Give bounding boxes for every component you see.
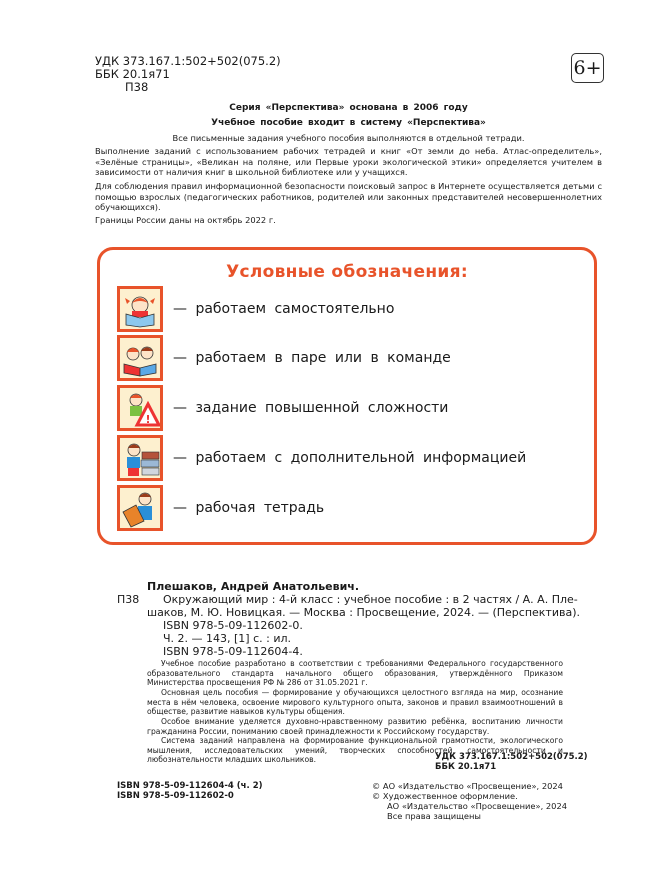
legend-item-label: — рабочая тетрадь <box>173 500 325 516</box>
copyright-publisher: © АО «Издательство «Просвещение», 2024 <box>372 781 563 791</box>
catalog-line: ISBN 978-5-09-112604-4. <box>163 645 303 658</box>
boy-with-books-icon <box>117 435 163 481</box>
notebook-note: Все письменные задания учебного пособия выполняются в отдельной тетради. <box>172 133 525 143</box>
annotation-paragraph: Основная цель пособия — формирование у обучающихся целостного взгляда на мир, осознание места в нём человека, освоение мирового культурного опыта, законов и правил взаимоотношений в обществе, развитие навыков культуры общения. <box>147 688 563 717</box>
series-note: Серия «Перспектива» основана в 2006 году <box>229 103 468 113</box>
legend-item-label: — работаем с дополнительной информацией <box>173 450 527 466</box>
intro-paragraph-1: Выполнение заданий с использованием рабочих тетрадей и книг «От земли до неба. Атлас-определитель», «Зелёные страницы», «Великан на поляне, или Первые уроки экологической этики» определяется учителем в зависимости от наличия книг в школьной библиотеке или у учащихся. <box>95 146 602 177</box>
legend-title: Условные обозначения: <box>226 262 468 282</box>
isbn-set: ISBN 978-5-09-112602-0 <box>117 791 234 801</box>
catalog-line: Ч. 2. — 143, [1] с. : ил. <box>163 632 292 645</box>
header-udk: УДК 373.167.1:502+502(075.2) <box>95 54 281 68</box>
legend-item <box>117 485 324 531</box>
boy-with-workbook-icon <box>117 485 163 531</box>
catalog-udk: УДК 373.167.1:502+502(075.2) <box>435 752 588 762</box>
rights-reserved: Все права защищены <box>387 811 481 821</box>
intro-paragraph-3: Границы России даны на октябрь 2022 г. <box>95 215 276 225</box>
catalog-line: ISBN 978-5-09-112602-0. <box>163 619 303 632</box>
isbn-part: ISBN 978-5-09-112604-4 (ч. 2) <box>117 781 263 791</box>
copyright-design-owner: АО «Издательство «Просвещение», 2024 <box>387 801 568 811</box>
age-rating-badge: 6+ <box>571 53 604 83</box>
catalog-line: Окружающий мир : 4-й класс : учебное пособие : в 2 частях / А. А. Пле- <box>163 593 578 606</box>
legend-item <box>117 335 451 381</box>
catalog-author: Плешаков, Андрей Анатольевич. <box>147 580 360 593</box>
svg-text:!: ! <box>145 413 151 426</box>
catalog-line: шаков, М. Ю. Новицкая. — Москва : Просвещение, 2024. — (Перспектива). <box>147 606 580 619</box>
reading-pair-icon <box>117 335 163 381</box>
annotation-paragraph: Система заданий направлена на формирование функциональной грамотности, экологического мышления, исследовательских умений, творческих способностей, самостоятельности и любознательности младших школьников. <box>147 736 563 765</box>
legend-item-label: — задание повышенной сложности <box>173 400 449 416</box>
legend-box <box>97 247 597 545</box>
legend-item <box>117 435 526 481</box>
annotation-paragraph: Особое внимание уделяется духовно-нравственному развитию ребёнка, воспитанию личности гражданина России, пониманию своей принадлежности к Российскому государству. <box>147 717 563 736</box>
header-code: П38 <box>125 80 149 94</box>
legend-item-label: — работаем в паре или в команде <box>173 350 451 366</box>
legend-item <box>117 286 394 332</box>
warning-girl-icon <box>117 385 163 431</box>
catalog-bbk: ББК 20.1я71 <box>435 762 497 772</box>
legend-item <box>117 385 448 431</box>
annotation-paragraph: Учебное пособие разработано в соответствии с требованиями Федерального государственного образовательного стандарта начального общего образования, утверждённого Приказом Министерства просвещения РФ № 286 от 31.05.2021 г. <box>147 659 563 688</box>
system-note: Учебное пособие входит в систему «Перспектива» <box>211 118 486 128</box>
catalog-code: П38 <box>117 593 140 606</box>
legend-item-label: — работаем самостоятельно <box>173 301 395 317</box>
header-bbk: ББК 20.1я71 <box>95 67 170 81</box>
copyright-design: © Художественное оформление. <box>372 791 518 801</box>
intro-paragraph-2: Для соблюдения правил информационной безопасности поисковый запрос в Интернете осуществляется детьми с помощью взрослых (педагогических работников, родителей или законных представителей несовершеннолетних обучающихся). <box>95 181 602 212</box>
reading-girl-icon <box>117 286 163 332</box>
